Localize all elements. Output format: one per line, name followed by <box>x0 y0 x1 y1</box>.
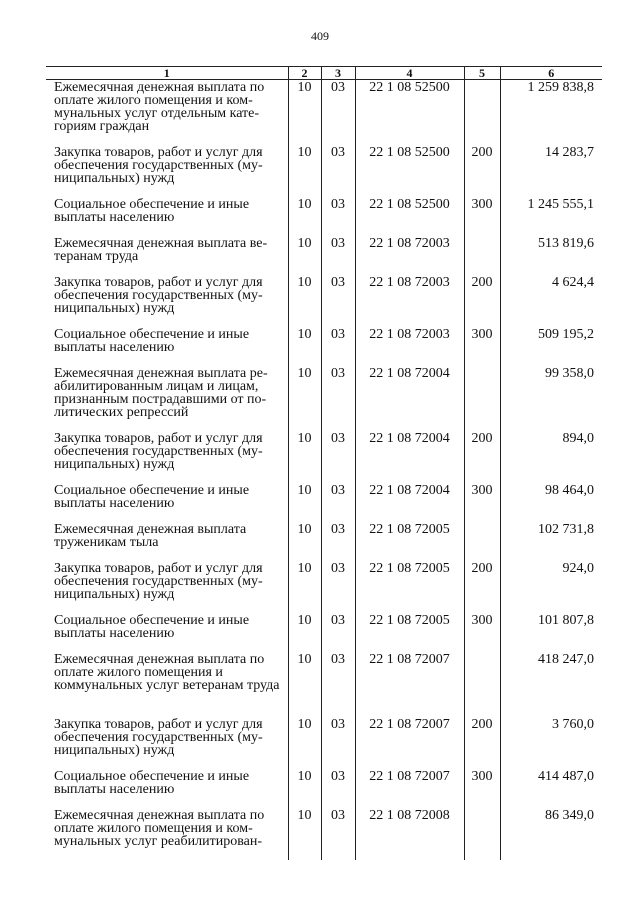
row-col-2: 10 <box>288 431 321 483</box>
row-expense-type: 200 <box>464 275 500 327</box>
row-amount: 86 349,0 <box>500 808 602 860</box>
table-row <box>46 717 602 769</box>
header-col-3: 3 <box>321 67 355 80</box>
row-name: Социальное обеспечение и иные выплаты населению <box>46 197 288 236</box>
row-col-3: 03 <box>321 522 355 561</box>
row-col-2: 10 <box>288 717 321 769</box>
row-col-2: 10 <box>288 80 321 145</box>
table-row <box>46 522 602 561</box>
row-budget-code: 22 1 08 72004 <box>355 483 464 522</box>
row-budget-code: 22 1 08 72005 <box>355 522 464 561</box>
row-name: Закупка товаров, работ и услуг для обеспечения государственных (му-ниципальных) нужд <box>46 561 288 613</box>
row-col-3: 03 <box>321 652 355 717</box>
row-budget-code: 22 1 08 72004 <box>355 366 464 431</box>
row-col-2: 10 <box>288 145 321 197</box>
row-amount: 98 464,0 <box>500 483 602 522</box>
header-col-6: 6 <box>500 67 602 80</box>
row-name: Ежемесячная денежная выплата по оплате жилого помещения и ком-мунальных услуг реабилитирован- <box>46 808 288 860</box>
row-name: Социальное обеспечение и иные выплаты населению <box>46 613 288 652</box>
row-col-3: 03 <box>321 366 355 431</box>
row-col-3: 03 <box>321 145 355 197</box>
row-expense-type: 300 <box>464 327 500 366</box>
row-col-3: 03 <box>321 197 355 236</box>
row-col-2: 10 <box>288 769 321 808</box>
row-budget-code: 22 1 08 72003 <box>355 236 464 275</box>
row-amount: 3 760,0 <box>500 717 602 769</box>
row-col-3: 03 <box>321 613 355 652</box>
row-amount: 1 245 555,1 <box>500 197 602 236</box>
table-row <box>46 327 602 366</box>
table-row <box>46 145 602 197</box>
row-name: Социальное обеспечение и иные выплаты населению <box>46 769 288 808</box>
table-row <box>46 275 602 327</box>
row-budget-code: 22 1 08 72005 <box>355 561 464 613</box>
row-col-2: 10 <box>288 808 321 860</box>
table-row <box>46 366 602 431</box>
row-expense-type: 300 <box>464 613 500 652</box>
row-amount: 418 247,0 <box>500 652 602 717</box>
row-col-3: 03 <box>321 561 355 613</box>
row-expense-type <box>464 652 500 717</box>
row-col-3: 03 <box>321 327 355 366</box>
row-name: Ежемесячная денежная выплата ре-абилитированным лицам и лицам, признанным пострадавшими от по-литических репрессий <box>46 366 288 431</box>
table-row <box>46 769 602 808</box>
header-row <box>46 67 602 80</box>
header-col-5: 5 <box>464 67 500 80</box>
row-col-2: 10 <box>288 275 321 327</box>
row-amount: 924,0 <box>500 561 602 613</box>
header-col-2: 2 <box>288 67 321 80</box>
row-budget-code: 22 1 08 72004 <box>355 431 464 483</box>
row-col-2: 10 <box>288 236 321 275</box>
row-budget-code: 22 1 08 72003 <box>355 275 464 327</box>
row-name: Закупка товаров, работ и услуг для обеспечения государственных (му-ниципальных) нужд <box>46 275 288 327</box>
header-col-1: 1 <box>46 67 288 80</box>
row-expense-type <box>464 236 500 275</box>
row-expense-type <box>464 808 500 860</box>
row-expense-type: 200 <box>464 431 500 483</box>
row-amount: 14 283,7 <box>500 145 602 197</box>
table-row <box>46 652 602 717</box>
row-name: Закупка товаров, работ и услуг для обеспечения государственных (му-ниципальных) нужд <box>46 431 288 483</box>
row-budget-code: 22 1 08 72007 <box>355 769 464 808</box>
table-row <box>46 80 602 145</box>
row-amount: 509 195,2 <box>500 327 602 366</box>
table-row <box>46 483 602 522</box>
row-amount: 101 807,8 <box>500 613 602 652</box>
row-name: Закупка товаров, работ и услуг для обеспечения государственных (му-ниципальных) нужд <box>46 145 288 197</box>
row-expense-type: 200 <box>464 717 500 769</box>
row-col-3: 03 <box>321 808 355 860</box>
row-col-2: 10 <box>288 613 321 652</box>
row-col-3: 03 <box>321 80 355 145</box>
row-expense-type: 200 <box>464 145 500 197</box>
budget-table <box>46 66 602 860</box>
row-amount: 894,0 <box>500 431 602 483</box>
row-col-3: 03 <box>321 769 355 808</box>
row-budget-code: 22 1 08 52500 <box>355 80 464 145</box>
row-name: Ежемесячная денежная выплата труженикам тыла <box>46 522 288 561</box>
table-row <box>46 197 602 236</box>
row-name: Закупка товаров, работ и услуг для обеспечения государственных (му-ниципальных) нужд <box>46 717 288 769</box>
table-row <box>46 431 602 483</box>
row-amount: 513 819,6 <box>500 236 602 275</box>
row-budget-code: 22 1 08 52500 <box>355 197 464 236</box>
row-name: Ежемесячная денежная выплата по оплате жилого помещения и коммунальных услуг ветеранам труда <box>46 652 288 717</box>
row-name: Ежемесячная денежная выплата ве-теранам труда <box>46 236 288 275</box>
page-number: 409 <box>311 29 329 43</box>
row-expense-type: 300 <box>464 769 500 808</box>
row-col-3: 03 <box>321 275 355 327</box>
row-name: Ежемесячная денежная выплата по оплате жилого помещения и ком-мунальных услуг отдельным кате-гориям граждан <box>46 80 288 145</box>
row-col-2: 10 <box>288 652 321 717</box>
row-amount: 1 259 838,8 <box>500 80 602 145</box>
row-budget-code: 22 1 08 52500 <box>355 145 464 197</box>
budget-table-container <box>46 66 602 860</box>
row-name: Социальное обеспечение и иные выплаты населению <box>46 327 288 366</box>
row-budget-code: 22 1 08 72003 <box>355 327 464 366</box>
row-col-3: 03 <box>321 717 355 769</box>
row-amount: 99 358,0 <box>500 366 602 431</box>
table-row <box>46 561 602 613</box>
row-budget-code: 22 1 08 72007 <box>355 652 464 717</box>
row-col-2: 10 <box>288 197 321 236</box>
row-amount: 102 731,8 <box>500 522 602 561</box>
row-col-2: 10 <box>288 522 321 561</box>
header-col-4: 4 <box>355 67 464 80</box>
row-budget-code: 22 1 08 72005 <box>355 613 464 652</box>
row-expense-type <box>464 522 500 561</box>
row-budget-code: 22 1 08 72007 <box>355 717 464 769</box>
table-row <box>46 613 602 652</box>
row-expense-type <box>464 80 500 145</box>
row-expense-type: 300 <box>464 483 500 522</box>
row-budget-code: 22 1 08 72008 <box>355 808 464 860</box>
row-col-2: 10 <box>288 561 321 613</box>
row-col-3: 03 <box>321 431 355 483</box>
row-expense-type <box>464 366 500 431</box>
row-col-3: 03 <box>321 236 355 275</box>
table-row <box>46 236 602 275</box>
row-expense-type: 300 <box>464 197 500 236</box>
row-name: Социальное обеспечение и иные выплаты населению <box>46 483 288 522</box>
row-col-2: 10 <box>288 483 321 522</box>
row-amount: 4 624,4 <box>500 275 602 327</box>
table-row <box>46 808 602 860</box>
row-col-3: 03 <box>321 483 355 522</box>
row-expense-type: 200 <box>464 561 500 613</box>
row-amount: 414 487,0 <box>500 769 602 808</box>
row-col-2: 10 <box>288 327 321 366</box>
row-col-2: 10 <box>288 366 321 431</box>
